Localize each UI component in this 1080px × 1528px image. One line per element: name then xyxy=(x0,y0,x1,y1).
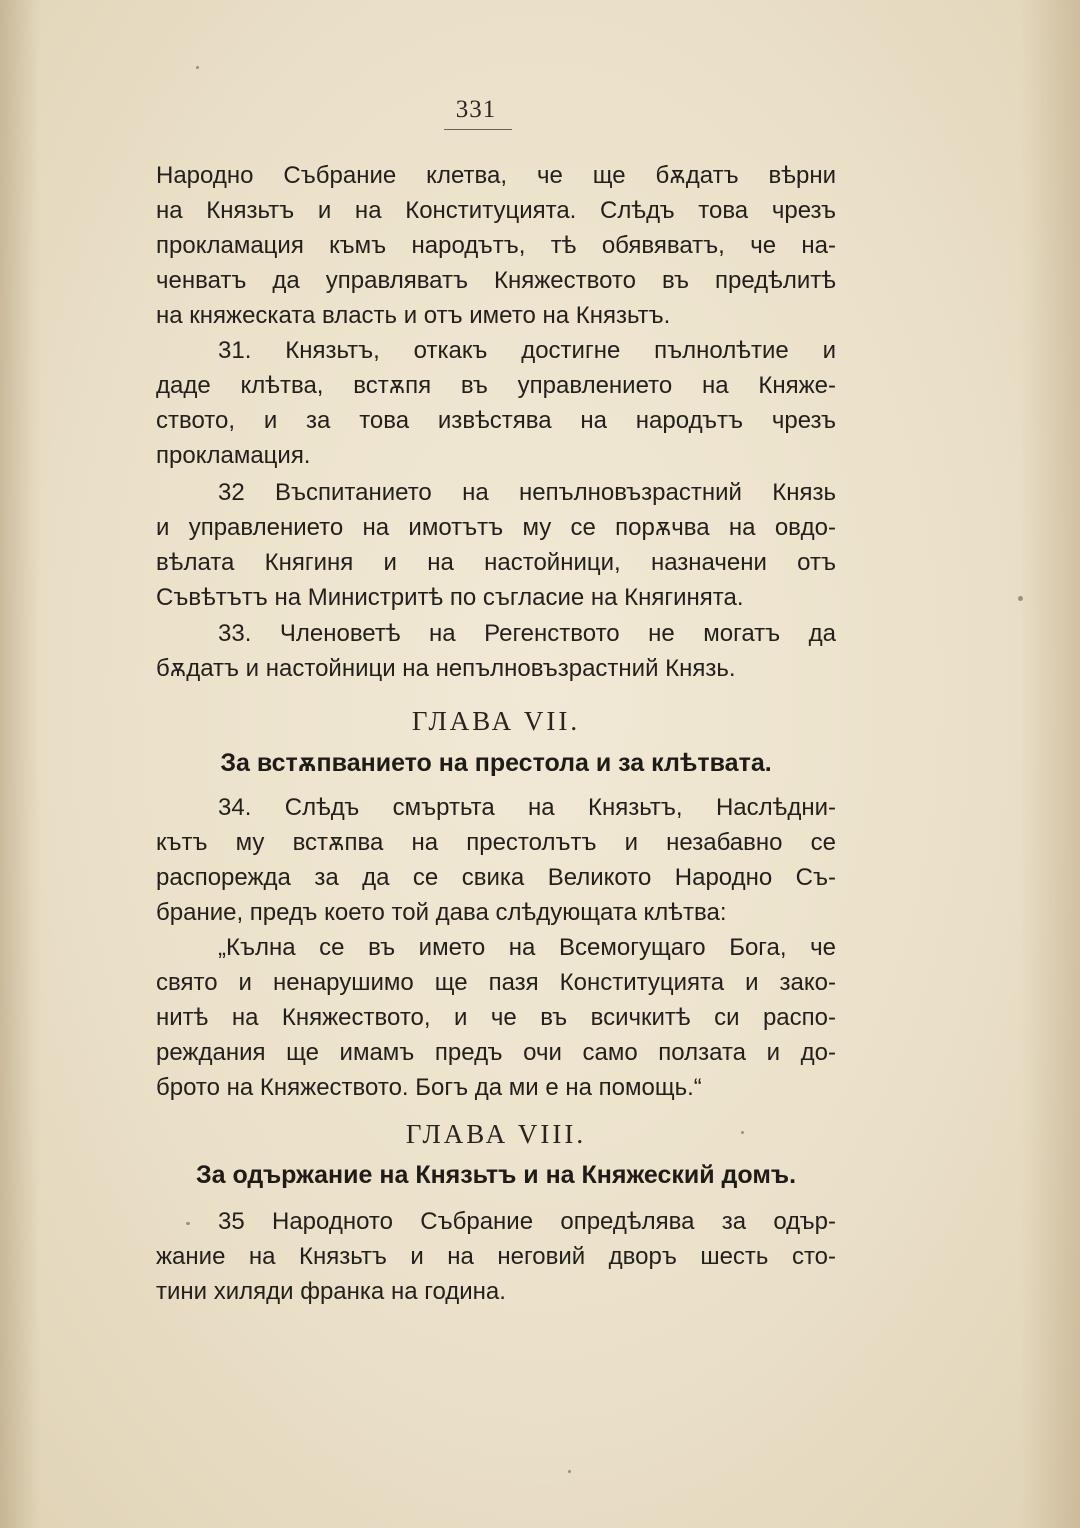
chapter-8-title: ГЛАВА VIII. xyxy=(405,1119,587,1149)
text-line: свято и ненарушимо ще пазя Конституцията и зако- xyxy=(156,969,836,996)
text-line: ството, и за това извѣстява на народътъ чрезъ xyxy=(156,407,836,434)
text-line: ченватъ да управляватъ Княжеството въ предѣлитѣ xyxy=(156,267,836,294)
text-line: 33. Членоветѣ на Регенството не могатъ да xyxy=(218,620,836,647)
text-line: бѫдатъ и настойници на непълновъзрастний Князь. xyxy=(156,655,736,682)
chapter-7-title: ГЛАВА VII. xyxy=(411,706,581,736)
text-line: реждания ще имамъ предъ очи само ползата и до- xyxy=(156,1039,836,1066)
text-line: вѣлата Княгиня и на настойници, назначени отъ xyxy=(156,549,836,576)
paper-speck xyxy=(1018,596,1023,601)
oath-quote xyxy=(156,930,836,1105)
article-35 xyxy=(156,1204,836,1309)
article-32 xyxy=(156,475,836,615)
text-line: жание на Князьтъ и на неговий дворъ шесть сто- xyxy=(156,1243,836,1270)
text-line: 35 Народното Събрание опредѣлява за одър- xyxy=(218,1208,836,1235)
text-line: прокламация къмъ народътъ, тѣ обявяватъ, че на- xyxy=(156,232,836,259)
text-line: прокламация. xyxy=(156,442,311,469)
text-line: и управлението на имотътъ му се порѫчва на овдо- xyxy=(156,514,836,541)
paper-speck xyxy=(741,1131,744,1134)
paragraph-continuation xyxy=(156,158,836,333)
text-line: 31. Князьтъ, откакъ достигне пълнолѣтие и xyxy=(218,337,836,364)
article-31 xyxy=(156,333,836,473)
text-line: нитѣ на Княжеството, и че въ всичкитѣ си распо- xyxy=(156,1004,836,1031)
chapter-8-heading: За одържание на Князьтъ и на Княжеский домъ. xyxy=(195,1161,797,1189)
text-line: кътъ му встѫпва на престолътъ и незабавно се xyxy=(156,829,836,856)
text-line: распорежда за да се свика Великото Народно Съ- xyxy=(156,864,836,891)
article-33 xyxy=(156,616,836,686)
text-line: тини хиляди франка на година. xyxy=(156,1278,506,1305)
article-34 xyxy=(156,790,836,930)
text-line: „Кълна се въ името на Всемогущаго Бога, че xyxy=(218,934,836,961)
text-line: Народно Събрание клетва, че ще бѫдатъ вѣрни xyxy=(156,162,836,189)
paper-speck xyxy=(196,66,199,69)
chapter-7-heading: За встѫпванието на престола и за клѣтвата. xyxy=(220,749,772,777)
text-line: 32 Въспитанието на непълновъзрастний Князь xyxy=(218,479,836,506)
text-line: на княжеската власть и отъ името на Князьтъ. xyxy=(156,302,671,329)
page-number-rule xyxy=(444,129,512,130)
page-number: 331 xyxy=(455,96,497,123)
text-line: брание, предъ което той дава слѣдующата клѣтва: xyxy=(156,899,727,926)
text-line: Съвѣтътъ на Министритѣ по съгласие на Княгинята. xyxy=(156,584,744,611)
text-line: даде клѣтва, встѫпя въ управлението на Княже- xyxy=(156,372,836,399)
text-line: 34. Слѣдъ смъртьта на Князьтъ, Наслѣдни- xyxy=(218,794,836,821)
text-line: на Князьтъ и на Конституцията. Слѣдъ това чрезъ xyxy=(156,197,836,224)
text-line: брото на Княжеството. Богъ да ми е на помощь.“ xyxy=(156,1074,702,1101)
paper-speck xyxy=(186,1222,190,1225)
paper-speck xyxy=(568,1470,571,1473)
